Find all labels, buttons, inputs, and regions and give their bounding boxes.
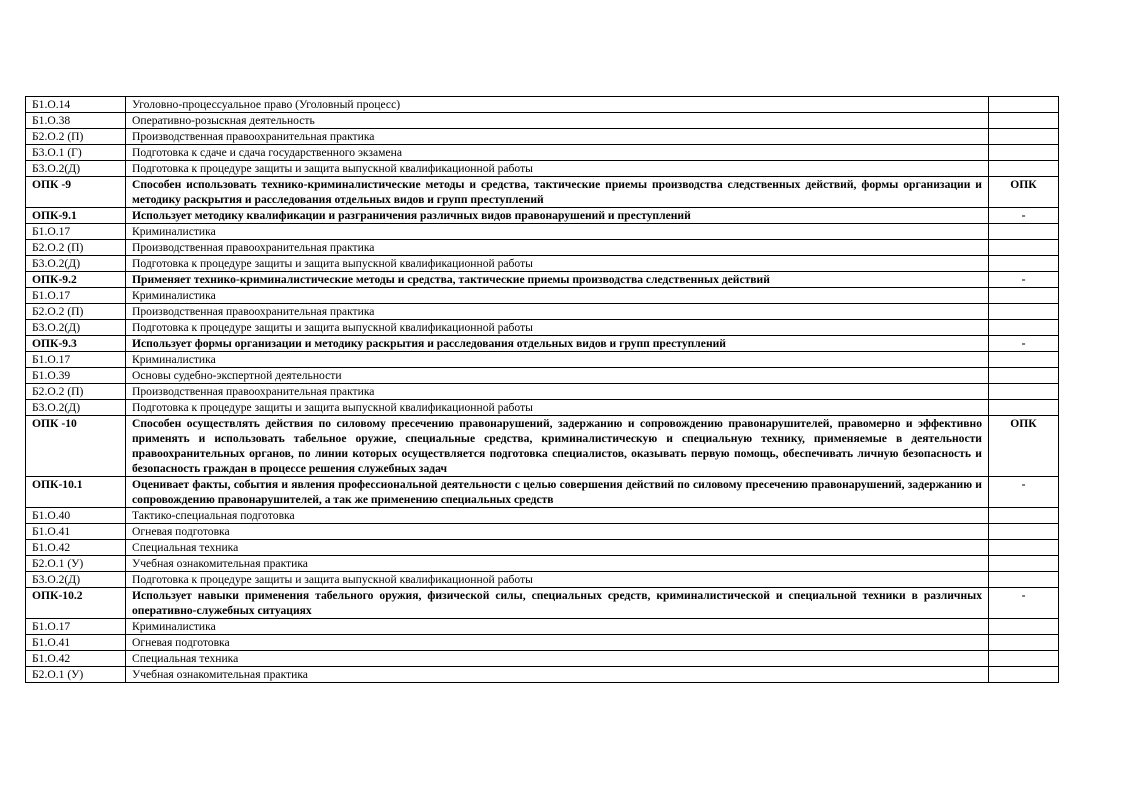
discipline-name: Подготовка к процедуре защиты и защита выпускной квалификационной работы [126, 400, 989, 416]
competency-description: Использует методику квалификации и разграничения различных видов правонарушений и преступлений [126, 208, 989, 224]
discipline-name: Учебная ознакомительная практика [126, 667, 989, 683]
competency-type [989, 524, 1059, 540]
discipline-code: Б2.О.1 (У) [26, 667, 126, 683]
discipline-code: Б3.О.2(Д) [26, 320, 126, 336]
competency-type [989, 556, 1059, 572]
discipline-row [26, 113, 1059, 129]
competency-description: Способен использовать технико-криминалистические методы и средства, тактические приемы производства следственных действий, формы организации и методику раскрытия и расследования отдельных видов и групп преступлений [126, 177, 989, 208]
competency-type [989, 635, 1059, 651]
discipline-row [26, 400, 1059, 416]
competency-code: ОПК-9.1 [26, 208, 126, 224]
discipline-code: Б1.О.40 [26, 508, 126, 524]
competency-type: - [989, 588, 1059, 619]
competency-row [26, 477, 1059, 508]
competency-type: - [989, 208, 1059, 224]
competency-type [989, 224, 1059, 240]
discipline-row [26, 320, 1059, 336]
discipline-code: Б1.О.14 [26, 97, 126, 113]
discipline-name: Специальная техника [126, 540, 989, 556]
discipline-code: Б1.О.42 [26, 651, 126, 667]
competency-type [989, 368, 1059, 384]
discipline-code: Б3.О.2(Д) [26, 161, 126, 177]
discipline-row [26, 619, 1059, 635]
discipline-row [26, 129, 1059, 145]
competency-code: ОПК -9 [26, 177, 126, 208]
discipline-row [26, 651, 1059, 667]
discipline-row [26, 352, 1059, 368]
discipline-name: Оперативно-розыскная деятельность [126, 113, 989, 129]
discipline-code: Б1.О.41 [26, 524, 126, 540]
discipline-name: Подготовка к процедуре защиты и защита выпускной квалификационной работы [126, 161, 989, 177]
discipline-name: Криминалистика [126, 352, 989, 368]
discipline-code: Б1.О.42 [26, 540, 126, 556]
competency-type [989, 651, 1059, 667]
discipline-code: Б2.О.1 (У) [26, 556, 126, 572]
competency-type [989, 161, 1059, 177]
competency-row [26, 588, 1059, 619]
discipline-code: Б3.О.2(Д) [26, 572, 126, 588]
competency-description: Применяет технико-криминалистические методы и средства, тактические приемы производства следственных действий [126, 272, 989, 288]
discipline-code: Б3.О.2(Д) [26, 256, 126, 272]
competency-type [989, 129, 1059, 145]
discipline-code: Б2.О.2 (П) [26, 129, 126, 145]
discipline-name: Подготовка к процедуре защиты и защита выпускной квалификационной работы [126, 256, 989, 272]
competency-type [989, 256, 1059, 272]
competency-code: ОПК-9.3 [26, 336, 126, 352]
competency-type [989, 288, 1059, 304]
competency-row [26, 208, 1059, 224]
discipline-code: Б1.О.17 [26, 288, 126, 304]
competency-type [989, 619, 1059, 635]
discipline-row [26, 540, 1059, 556]
competency-type [989, 352, 1059, 368]
discipline-code: Б1.О.17 [26, 352, 126, 368]
discipline-code: Б2.О.2 (П) [26, 240, 126, 256]
discipline-code: Б2.О.2 (П) [26, 384, 126, 400]
discipline-row [26, 145, 1059, 161]
competency-type [989, 400, 1059, 416]
discipline-row [26, 224, 1059, 240]
discipline-name: Производственная правоохранительная практика [126, 304, 989, 320]
competency-description: Использует навыки применения табельного оружия, физической силы, специальных средств, криминалистической и специальной техники в различных оперативно-служебных ситуациях [126, 588, 989, 619]
discipline-name: Производственная правоохранительная практика [126, 384, 989, 400]
competency-description: Оценивает факты, события и явления профессиональной деятельности с целью совершения действий по силовому пресечению правонарушений, задержанию и сопровождению правонарушителей, а так же применению специальных средств [126, 477, 989, 508]
discipline-row [26, 556, 1059, 572]
competency-table [25, 96, 1059, 683]
discipline-name: Подготовка к сдаче и сдача государственного экзамена [126, 145, 989, 161]
discipline-name: Криминалистика [126, 619, 989, 635]
competency-type: ОПК [989, 177, 1059, 208]
competency-type: - [989, 336, 1059, 352]
discipline-row [26, 524, 1059, 540]
discipline-row [26, 256, 1059, 272]
discipline-row [26, 508, 1059, 524]
discipline-name: Огневая подготовка [126, 524, 989, 540]
discipline-name: Подготовка к процедуре защиты и защита выпускной квалификационной работы [126, 572, 989, 588]
competency-type [989, 384, 1059, 400]
competency-type: - [989, 272, 1059, 288]
competency-type [989, 240, 1059, 256]
discipline-code: Б3.О.2(Д) [26, 400, 126, 416]
discipline-name: Тактико-специальная подготовка [126, 508, 989, 524]
discipline-name: Уголовно-процессуальное право (Уголовный процесс) [126, 97, 989, 113]
competency-type [989, 667, 1059, 683]
competency-type [989, 508, 1059, 524]
competency-description: Способен осуществлять действия по силовому пресечению правонарушений, задержанию и сопровождению правонарушителей, правомерно и эффективно применять и использовать табельное оружие, специальные средства, криминалистическую и специальную технику, применяемые в деятельности правоохранительных органов, по линии которых осуществляется подготовка специалистов, оказывать первую помощь, обеспечивать личную безопасность и безопасность граждан в процессе решения служебных задач [126, 416, 989, 477]
discipline-name: Криминалистика [126, 224, 989, 240]
discipline-name: Специальная техника [126, 651, 989, 667]
discipline-row [26, 240, 1059, 256]
discipline-name: Подготовка к процедуре защиты и защита выпускной квалификационной работы [126, 320, 989, 336]
discipline-row [26, 572, 1059, 588]
competency-type [989, 113, 1059, 129]
discipline-name: Производственная правоохранительная практика [126, 240, 989, 256]
competency-code: ОПК-10.2 [26, 588, 126, 619]
discipline-row [26, 97, 1059, 113]
competency-code: ОПК-9.2 [26, 272, 126, 288]
discipline-row [26, 161, 1059, 177]
discipline-row [26, 384, 1059, 400]
discipline-row [26, 667, 1059, 683]
discipline-row [26, 635, 1059, 651]
competency-type [989, 97, 1059, 113]
discipline-name: Криминалистика [126, 288, 989, 304]
competency-code: ОПК -10 [26, 416, 126, 477]
discipline-name: Производственная правоохранительная практика [126, 129, 989, 145]
competency-table-body [26, 97, 1059, 683]
discipline-code: Б1.О.17 [26, 224, 126, 240]
competency-type [989, 572, 1059, 588]
discipline-row [26, 304, 1059, 320]
competency-row [26, 336, 1059, 352]
competency-code: ОПК-10.1 [26, 477, 126, 508]
discipline-row [26, 368, 1059, 384]
competency-type [989, 320, 1059, 336]
discipline-name: Огневая подготовка [126, 635, 989, 651]
competency-row [26, 177, 1059, 208]
competency-row [26, 272, 1059, 288]
discipline-code: Б1.О.17 [26, 619, 126, 635]
competency-type: ОПК [989, 416, 1059, 477]
discipline-code: Б2.О.2 (П) [26, 304, 126, 320]
competency-type [989, 304, 1059, 320]
discipline-row [26, 288, 1059, 304]
discipline-code: Б1.О.41 [26, 635, 126, 651]
competency-row [26, 416, 1059, 477]
discipline-name: Основы судебно-экспертной деятельности [126, 368, 989, 384]
competency-description: Использует формы организации и методику раскрытия и расследования отдельных видов и групп преступлений [126, 336, 989, 352]
discipline-code: Б1.О.38 [26, 113, 126, 129]
discipline-code: Б1.О.39 [26, 368, 126, 384]
discipline-name: Учебная ознакомительная практика [126, 556, 989, 572]
competency-type [989, 540, 1059, 556]
competency-type [989, 145, 1059, 161]
competency-type: - [989, 477, 1059, 508]
discipline-code: Б3.О.1 (Г) [26, 145, 126, 161]
